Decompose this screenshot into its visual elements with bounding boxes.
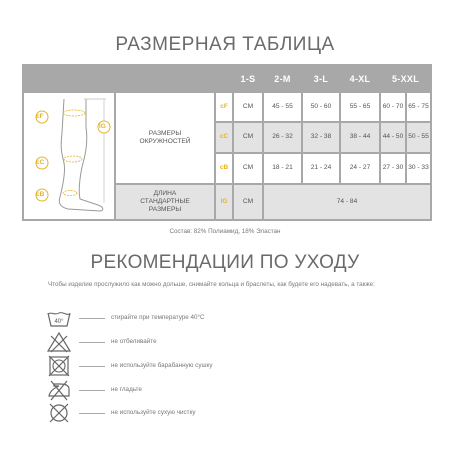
care-divider xyxy=(79,318,105,319)
leg-outline-icon xyxy=(24,93,114,219)
row-unit: СМ xyxy=(234,123,262,152)
table-cell: 50 - 55 xyxy=(407,123,430,152)
row-code-cf: cF xyxy=(216,93,232,121)
care-divider xyxy=(79,366,105,367)
no-tumble-dry-icon xyxy=(46,355,72,377)
table-cell: 30 - 33 xyxy=(407,154,430,183)
diagram-label-cc: cC xyxy=(36,159,45,166)
size-header-4: 4-XL xyxy=(349,73,371,84)
wash-40-icon xyxy=(46,307,72,329)
table-cell: 45 - 55 xyxy=(264,93,301,121)
care-item-dry xyxy=(46,355,346,377)
wash-temp-badge: 40° xyxy=(54,319,64,325)
care-divider xyxy=(79,342,105,343)
size-header-2: 2-M xyxy=(274,73,291,84)
table-cell: 21 - 24 xyxy=(303,154,339,183)
care-divider xyxy=(79,413,105,414)
care-item-bleach xyxy=(46,331,346,353)
table-cell: 60 - 70 xyxy=(381,93,405,121)
diagram-label-lg: lG xyxy=(99,123,106,130)
care-title: РЕКОМЕНДАЦИИ ПО УХОДУ xyxy=(90,252,360,273)
length-label: ДЛИНА СТАНДАРТНЫЕ РАЗМЕРЫ xyxy=(116,185,214,219)
row-code-lg: lG xyxy=(216,185,232,219)
composition-text: Состав: 82% Полиамид, 18% Эластан xyxy=(169,228,281,235)
care-item-wash xyxy=(46,307,346,329)
row-unit: СМ xyxy=(234,185,262,219)
no-iron-icon xyxy=(46,379,72,401)
row-unit: СМ xyxy=(234,93,262,121)
size-header-1: 1-S xyxy=(240,73,256,84)
care-divider xyxy=(79,390,105,391)
care-text: не используйте сухую чистку xyxy=(111,409,196,416)
table-cell: 32 - 38 xyxy=(303,123,339,152)
table-cell: 44 - 50 xyxy=(381,123,405,152)
size-chart-title: РАЗМЕРНАЯ ТАБЛИЦА xyxy=(115,34,335,55)
care-note: Чтобы изделие прослужило как можно дольше, снимайте кольца и браслеты, как будете его надевать, а также: xyxy=(48,281,375,288)
table-cell: 26 - 32 xyxy=(264,123,301,152)
length-value: 74 - 84 xyxy=(264,185,430,219)
size-header-3: 3-L xyxy=(313,73,329,84)
care-text: не гладьте xyxy=(111,386,142,393)
diagram-label-cb: cB xyxy=(36,191,45,198)
row-code-cb: cB xyxy=(216,154,232,183)
care-text: не отбеливайте xyxy=(111,338,157,345)
no-bleach-icon xyxy=(46,331,72,353)
size-table xyxy=(22,64,432,221)
leg-diagram xyxy=(24,93,114,219)
table-cell: 27 - 30 xyxy=(381,154,405,183)
table-cell: 65 - 75 xyxy=(407,93,430,121)
care-item-iron xyxy=(46,379,346,401)
row-code-cc: cC xyxy=(216,123,232,152)
size-header-5: 5-XXL xyxy=(391,73,419,84)
table-cell: 18 - 21 xyxy=(264,154,301,183)
no-dry-clean-icon xyxy=(46,402,72,424)
row-unit: СМ xyxy=(234,154,262,183)
care-text: не используйте барабанную сушку xyxy=(111,362,213,369)
circumference-label: РАЗМЕРЫ ОКРУЖНОСТЕЙ xyxy=(116,93,214,183)
care-text: стирайте при температуре 40°С xyxy=(111,314,205,321)
table-cell: 38 - 44 xyxy=(341,123,379,152)
diagram-label-cf: cF xyxy=(36,113,44,120)
table-cell: 50 - 60 xyxy=(303,93,339,121)
table-cell: 55 - 65 xyxy=(341,93,379,121)
table-cell: 24 - 27 xyxy=(341,154,379,183)
care-item-dryclean xyxy=(46,402,346,424)
